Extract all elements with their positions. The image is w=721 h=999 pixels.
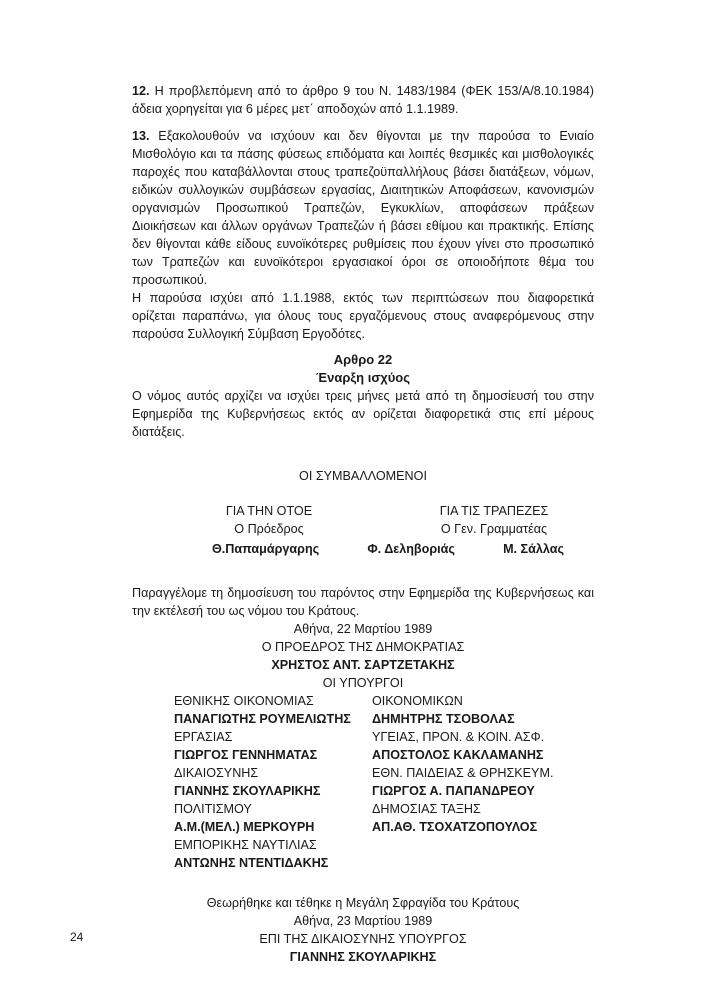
- ministry-name: ΟΙΚΟΝΟΜΙΚΩΝ: [372, 694, 463, 708]
- president-name: ΧΡΗΣΤΟΣ ΑΝΤ. ΣΑΡΤΖΕΤΑΚΗΣ: [271, 658, 455, 672]
- ministry-name: ΕΡΓΑΣΙΑΣ: [174, 730, 233, 744]
- seal-minister-title: ΕΠΙ ΤΗΣ ΔΙΚΑΙΟΣΥΝΗΣ ΥΠΟΥΡΓΟΣ: [259, 932, 467, 946]
- parties-title: ΟΙ ΣΥΜΒΑΛΛΟΜΕΝΟΙ: [299, 469, 427, 483]
- paragraph-13-number: 13.: [132, 129, 150, 143]
- seal-block: [132, 894, 594, 966]
- party-right-signatory-1: Φ. Δεληβοριάς: [367, 542, 455, 556]
- ministry-name: [372, 836, 592, 854]
- minister-name: ΑΠΟΣΤΟΛΟΣ ΚΑΚΛΑΜΑΝΗΣ: [372, 748, 544, 762]
- minister-name: ΓΙΑΝΝΗΣ ΣΚΟΥΛΑΡΙΚΗΣ: [174, 784, 321, 798]
- minister-name: Α.Μ.(ΜΕΛ.) ΜΕΡΚΟΥΡΗ: [174, 820, 315, 834]
- seal-minister-name: ΓΙΑΝΝΗΣ ΣΚΟΥΛΑΡΙΚΗΣ: [289, 950, 437, 964]
- paragraph-12-number: 12.: [132, 84, 150, 98]
- paragraph-12-text: Η προβλεπόμενη από το άρθρο 9 του Ν. 1483/1984 (ΦΕΚ 153/Α/8.10.1984) άδεια χορηγείται για 6 μέρες μετ΄ αποδοχών από 1.1.1989.: [132, 84, 594, 116]
- seal-text: Θεωρήθηκε και τέθηκε η Μεγάλη Σφραγίδα του Κράτους: [206, 896, 520, 910]
- minister-name: ΑΝΤΩΝΗΣ ΝΤΕΝΤΙΔΑΚΗΣ: [174, 856, 329, 870]
- article-22-text: Ο νόμος αυτός αρχίζει να ισχύει τρεις μήνες μετά από τη δημοσίευσή του στην Εφημερίδα της Κυβερνήσεως εκτός αν ορίζεται διαφορετικά στις επί μέρους διατάξεις.: [132, 389, 594, 439]
- page-body: [132, 82, 594, 966]
- article-subheading: Έναρξη ισχύος: [316, 370, 410, 385]
- article-heading: Αρθρο 22: [333, 352, 393, 367]
- party-right-org: ΓΙΑ ΤΙΣ ΤΡΑΠΕΖΕΣ: [439, 504, 549, 518]
- ministry-name: ΕΘΝ. ΠΑΙΔΕΙΑΣ & ΘΡΗΣΚΕΥΜ.: [372, 766, 554, 780]
- paragraph-13-text: Εξακολουθούν να ισχύουν και δεν θίγονται με την παρούσα το Ενιαίο Μισθολόγιο και τα πάσης φύσεως επιδόματα και λοιπές θεσμικές και μισθολογικές παροχές που καταβάλλονται στους τραπεζοϋπαλλήλους βάσει διατάξεων, νόμων, ειδικών συλλογικών συμβάσεων εργασίας, Διαιτητικών Αποφάσεων, κανονισμών οργανισμών Προσωπικού Τραπεζών, Εγκυκλίων, αποφάσεων πράξεων Διοικήσεων και άλλων οργάνων Τραπεζών ή βάσει εθίμου και πρακτικής. Επίσης δεν θίγονται κάθε είδους ευνοϊκότερες ρυθμίσεις που έχουν γίνει στο προσωπικό των Τραπεζών και ευνοϊκότεροι εργασιακοί όροι σε οποιοδήποτε θέμα του προσωπικού.: [132, 129, 594, 287]
- minister-name: ΑΠ.ΑΘ. ΤΣΟΧΑΤΖΟΠΟΥΛΟΣ: [372, 820, 538, 834]
- ministers-list: [174, 692, 594, 872]
- minister-name: ΠΑΝΑΓΙΩΤΗΣ ΡΟΥΜΕΛΙΩΤΗΣ: [174, 712, 351, 726]
- ministry-name: ΔΙΚΑΙΟΣΥΝΗΣ: [174, 766, 259, 780]
- ministry-name: ΠΟΛΙΤΙΣΜΟΥ: [174, 802, 252, 816]
- paragraph-13: [132, 127, 594, 289]
- ministry-name: ΥΓΕΙΑΣ, ΠΡΟΝ. & ΚΟΙΝ. ΑΣΦ.: [372, 730, 545, 744]
- parties-signatures: [132, 502, 594, 558]
- ministry-name: ΕΜΠΟΡΙΚΗΣ ΝΑΥΤΙΛΙΑΣ: [174, 838, 317, 852]
- ministry-name: ΕΘΝΙΚΗΣ ΟΙΚΟΝΟΜΙΑΣ: [174, 694, 314, 708]
- minister-name: ΓΙΩΡΓΟΣ Α. ΠΑΠΑΝΔΡΕΟΥ: [372, 784, 535, 798]
- party-right-signatory-2: Μ. Σάλλας: [503, 542, 564, 556]
- minister-name: [372, 854, 592, 872]
- ministry-name: ΔΗΜΟΣΙΑΣ ΤΑΞΗΣ: [372, 802, 481, 816]
- order-place-date: Αθήνα, 22 Μαρτίου 1989: [293, 622, 433, 636]
- party-right-role: Ο Γεν. Γραμματέας: [440, 522, 548, 536]
- party-left-role: Ο Πρόεδρος: [234, 522, 304, 536]
- president-title: Ο ΠΡΟΕΔΡΟΣ ΤΗΣ ΔΗΜΟΚΡΑΤΙΑΣ: [261, 640, 465, 654]
- minister-name: ΓΙΩΡΓΟΣ ΓΕΝΝΗΜΑΤΑΣ: [174, 748, 318, 762]
- party-left-signatory: Θ.Παπαμάργαρης: [212, 542, 320, 556]
- party-left-org: ΓΙΑ ΤΗΝ ΟΤΟΕ: [225, 504, 313, 518]
- paragraph-12: [132, 82, 594, 118]
- seal-place-date: Αθήνα, 23 Μαρτίου 1989: [293, 914, 433, 928]
- ministers-title: ΟΙ ΥΠΟΥΡΓΟΙ: [322, 676, 404, 690]
- page-number: 24: [70, 930, 84, 944]
- publication-order: Παραγγέλομε τη δημοσίευση του παρόντος στην Εφημερίδα της Κυβερνήσεως και την εκτέλεσή του ως νόμου του Κράτους.: [132, 586, 594, 618]
- minister-name: ΔΗΜΗΤΡΗΣ ΤΣΟΒΟΛΑΣ: [372, 712, 515, 726]
- validity-paragraph: Η παρούσα ισχύει από 1.1.1988, εκτός των περιπτώσεων που διαφορετικά ορίζεται παραπάνω, για όλους τους εργαζόμενους στους αναφερόμενους στην παρούσα Συλλογική Σύμβαση Εργοδότες.: [132, 291, 594, 341]
